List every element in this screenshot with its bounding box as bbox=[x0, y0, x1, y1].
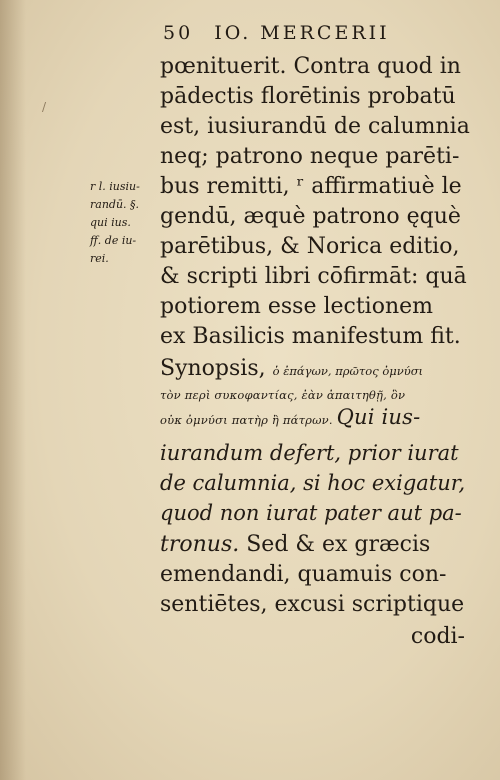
stray-ink-mark: / bbox=[42, 100, 47, 114]
italic-line: de calumnia, si hoc exigatur, bbox=[160, 471, 466, 495]
text-line: sentiētes, excusi scriptique bbox=[160, 592, 465, 617]
margin-note: ff. de iu- bbox=[90, 234, 137, 247]
italic-line: iurandum defert, prior iurat bbox=[160, 441, 459, 465]
greek-line bbox=[160, 406, 465, 428]
running-header bbox=[163, 22, 463, 48]
synopsis-line bbox=[160, 354, 465, 384]
roman-text: Sed & ex græcis bbox=[246, 532, 431, 557]
text-line: emendandi, quamuis con- bbox=[160, 562, 447, 587]
running-title: IO. MERCERII bbox=[214, 22, 390, 44]
text-line: parētibus, & Norica editio, bbox=[160, 234, 460, 259]
margin-note: rei. bbox=[90, 252, 109, 265]
margin-note: qui ius. bbox=[90, 216, 131, 229]
text-line: pœnituerit. Contra quod in bbox=[160, 54, 461, 79]
margin-note: r l. iusiu- bbox=[90, 180, 140, 193]
text-line: neq; patrono neque parēti- bbox=[160, 144, 460, 169]
text-line: ex Basilicis manifestum fit. bbox=[160, 324, 461, 349]
margin-note: randū. §. bbox=[90, 198, 140, 211]
italic-text: Qui ius- bbox=[336, 405, 421, 429]
italic-text: tronus. bbox=[160, 532, 240, 557]
text-line: & scripti libri cōfirmāt: quā bbox=[160, 264, 467, 289]
gutter-shadow bbox=[0, 0, 26, 780]
text-line: pādectis florētinis probatū bbox=[160, 84, 456, 109]
mixed-line bbox=[160, 530, 465, 560]
italic-line: quod non iurat pater aut pa- bbox=[160, 501, 462, 525]
text-line: gendū, æquè patrono ęquè bbox=[160, 204, 461, 229]
greek-line: τὸν περὶ συκοφαντίας, ἐὰν ἀπαιτηθῇ, ὃν bbox=[160, 388, 406, 402]
page-number: 50 bbox=[163, 22, 194, 44]
greek-text: οὐκ ὀμνύσι πατὴρ ἢ πάτρων. bbox=[160, 413, 333, 427]
synopsis-word: Synopsis, bbox=[160, 356, 266, 381]
greek-text: ὁ ἐπάγων, πρῶτος ὀμνύσι bbox=[272, 364, 424, 378]
text-line: bus remitti, ʳ affirmatiuè le bbox=[160, 174, 462, 199]
text-line: est, iusiurandū de calumnia bbox=[160, 114, 470, 139]
text-line: potiorem esse lectionem bbox=[160, 294, 434, 319]
catchword: codi- bbox=[410, 624, 465, 649]
